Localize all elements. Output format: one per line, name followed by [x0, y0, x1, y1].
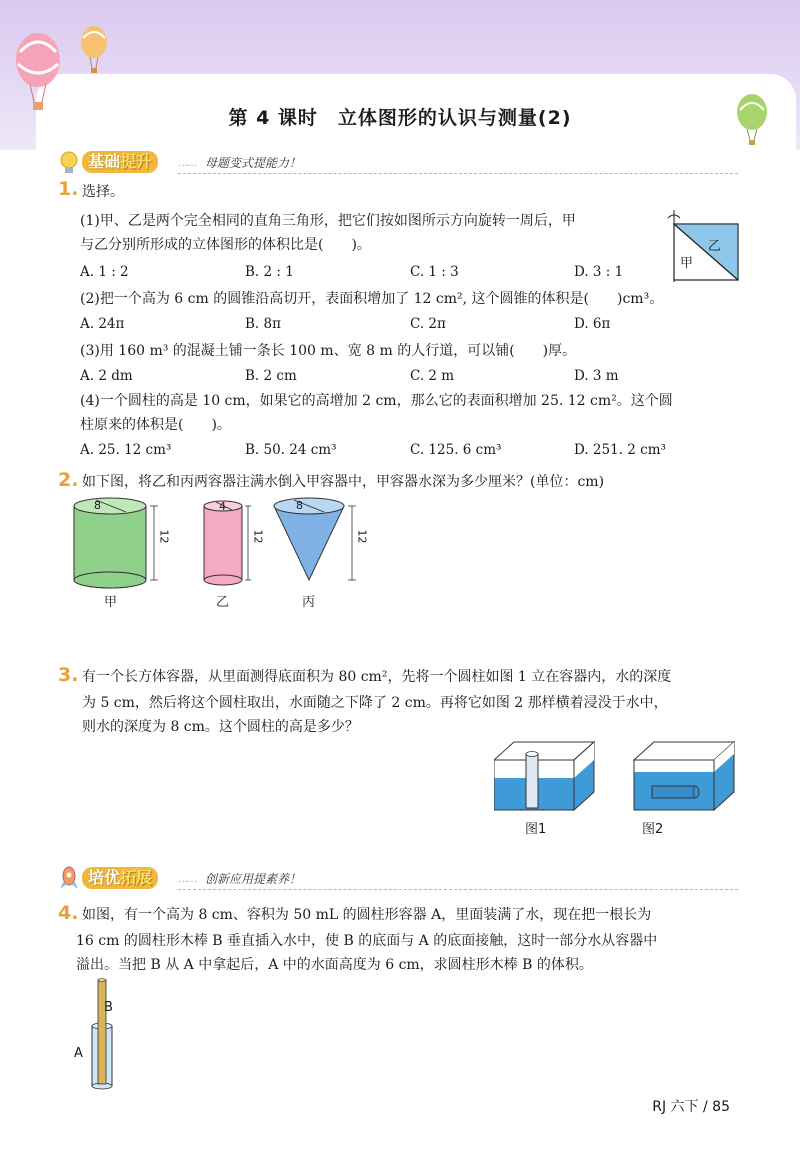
tank-figure-1	[494, 742, 594, 810]
triangle-figure	[664, 208, 742, 284]
q4-line1: 如图，有一个高为 8 cm、容积为 50 mL 的圆柱形容器 A，里面装满了水，现在把一根长为	[82, 907, 652, 923]
label-height-jia: 12	[157, 529, 171, 544]
option-d: D. 6π	[574, 316, 611, 332]
lightbulb-icon	[58, 150, 80, 176]
page-footer: RJ 六下 / 85	[652, 1099, 730, 1115]
q4-rod-container-figure	[84, 978, 124, 1090]
option-c: C. 2 m	[410, 368, 455, 384]
label-a: A	[74, 1046, 83, 1061]
q1-part3-line1: (3)用 160 m³ 的混凝土铺一条长 100 m、宽 8 m 的人行道，可以铺( )厚。	[80, 343, 577, 359]
question-number: 1.	[58, 178, 79, 200]
option-a: A. 25. 12 cm³	[80, 442, 172, 458]
caption-fig2: 图2	[642, 822, 664, 837]
section-header-basic	[58, 150, 738, 176]
q1-part2-line1: (2)把一个高为 6 cm 的圆锥沿高切开，表面积增加了 12 cm², 这个圆锥的体积是( )cm³。	[80, 291, 664, 307]
q4-line3: 溢出。当把 B 从 A 中拿起后，A 中的水面高度为 6 cm，求圆柱形木棒 B 的体积。	[76, 957, 593, 973]
option-d: D. 251. 2 cm³	[574, 442, 666, 458]
section-subtitle: 母题变式提能力！	[205, 156, 302, 170]
option-c: C. 125. 6 cm³	[410, 442, 502, 458]
label-height-bing: 12	[355, 529, 369, 544]
question-label: 选择。	[82, 184, 124, 200]
cylinder-yi	[204, 501, 251, 585]
option-a: A. 24π	[80, 316, 125, 332]
section-subtitle: 创新应用提素养！	[205, 872, 302, 886]
option-c: C. 2π	[410, 316, 446, 332]
question-number: 2.	[58, 469, 79, 491]
label-diameter-bing: 8	[296, 499, 303, 512]
label-height-yi: 12	[251, 529, 265, 544]
q2-text: 如下图，将乙和丙两容器注满水倒入甲容器中，甲容器水深为多少厘米？(单位：cm)	[82, 474, 605, 490]
option-a: A. 2 dm	[80, 368, 133, 384]
cylinder-jia	[74, 498, 158, 588]
section-header-advanced	[58, 866, 738, 892]
option-b: B. 2 cm	[245, 368, 297, 384]
option-c: C. 1 : 3	[410, 264, 459, 280]
fig-label-yi: 乙	[708, 239, 722, 254]
q3-line1: 有一个长方体容器，从里面测得底面积为 80 cm²，先将一个圆柱如图 1 立在容器内，水的深度	[82, 669, 672, 685]
cone-bing	[274, 498, 356, 580]
option-b: B. 2 : 1	[245, 264, 294, 280]
option-d: D. 3 : 1	[574, 264, 624, 280]
q3-line2: 为 5 cm，然后将这个圆柱取出，水面随之下降了 2 cm。再将它如图 2 那样横着浸没于水中，	[82, 695, 668, 711]
page-title: 第 4 课时 立体图形的认识与测量(2)	[228, 107, 572, 129]
q3-line3: 则水的深度为 8 cm。这个圆柱的高是多少？	[82, 719, 359, 735]
option-d: D. 3 m	[574, 368, 619, 384]
option-a: A. 1 : 2	[80, 264, 129, 280]
rocket-icon	[58, 866, 80, 892]
caption-fig1: 图1	[525, 822, 547, 837]
question-number: 3.	[58, 664, 79, 686]
caption-jia: 甲	[104, 595, 118, 610]
section-tag: 培优拓展	[82, 867, 158, 889]
option-b: B. 50. 24 cm³	[245, 442, 337, 458]
balloon-decoration	[8, 22, 118, 112]
section-tag: 基础提升	[82, 151, 158, 173]
fig-label-jia: 甲	[680, 256, 694, 271]
label-diameter-jia: 8	[94, 499, 101, 512]
q1-part1-line1: (1)甲、乙是两个完全相同的直角三角形，把它们按如图所示方向旋转一周后，甲	[80, 213, 576, 229]
option-b: B. 8π	[245, 316, 281, 332]
section-rule	[178, 889, 738, 890]
q2-containers-figure	[66, 496, 386, 596]
caption-yi: 乙	[216, 595, 230, 610]
tank-figure-2	[634, 742, 734, 810]
section-dots: ……	[178, 158, 196, 169]
q4-line2: 16 cm 的圆柱形木棒 B 垂直插入水中，使 B 的底面与 A 的底面接触，这时一部分水从容器中	[76, 933, 658, 949]
caption-bing: 丙	[302, 595, 316, 610]
q1-part1-line2: 与乙分别所形成的立体图形的体积比是( )。	[80, 237, 371, 253]
section-dots: ……	[178, 874, 196, 885]
q3-figures	[494, 740, 739, 816]
question-number: 4.	[58, 902, 79, 924]
section-rule	[178, 173, 738, 174]
label-diameter-yi: 4	[219, 500, 226, 513]
label-b: B	[104, 1000, 113, 1015]
q1-part4-line2: 柱原来的体积是( )。	[80, 417, 231, 433]
q1-part4-line1: (4)一个圆柱的高是 10 cm，如果它的高增加 2 cm，那么它的表面积增加 25. 12 cm²。这个圆	[80, 393, 673, 409]
